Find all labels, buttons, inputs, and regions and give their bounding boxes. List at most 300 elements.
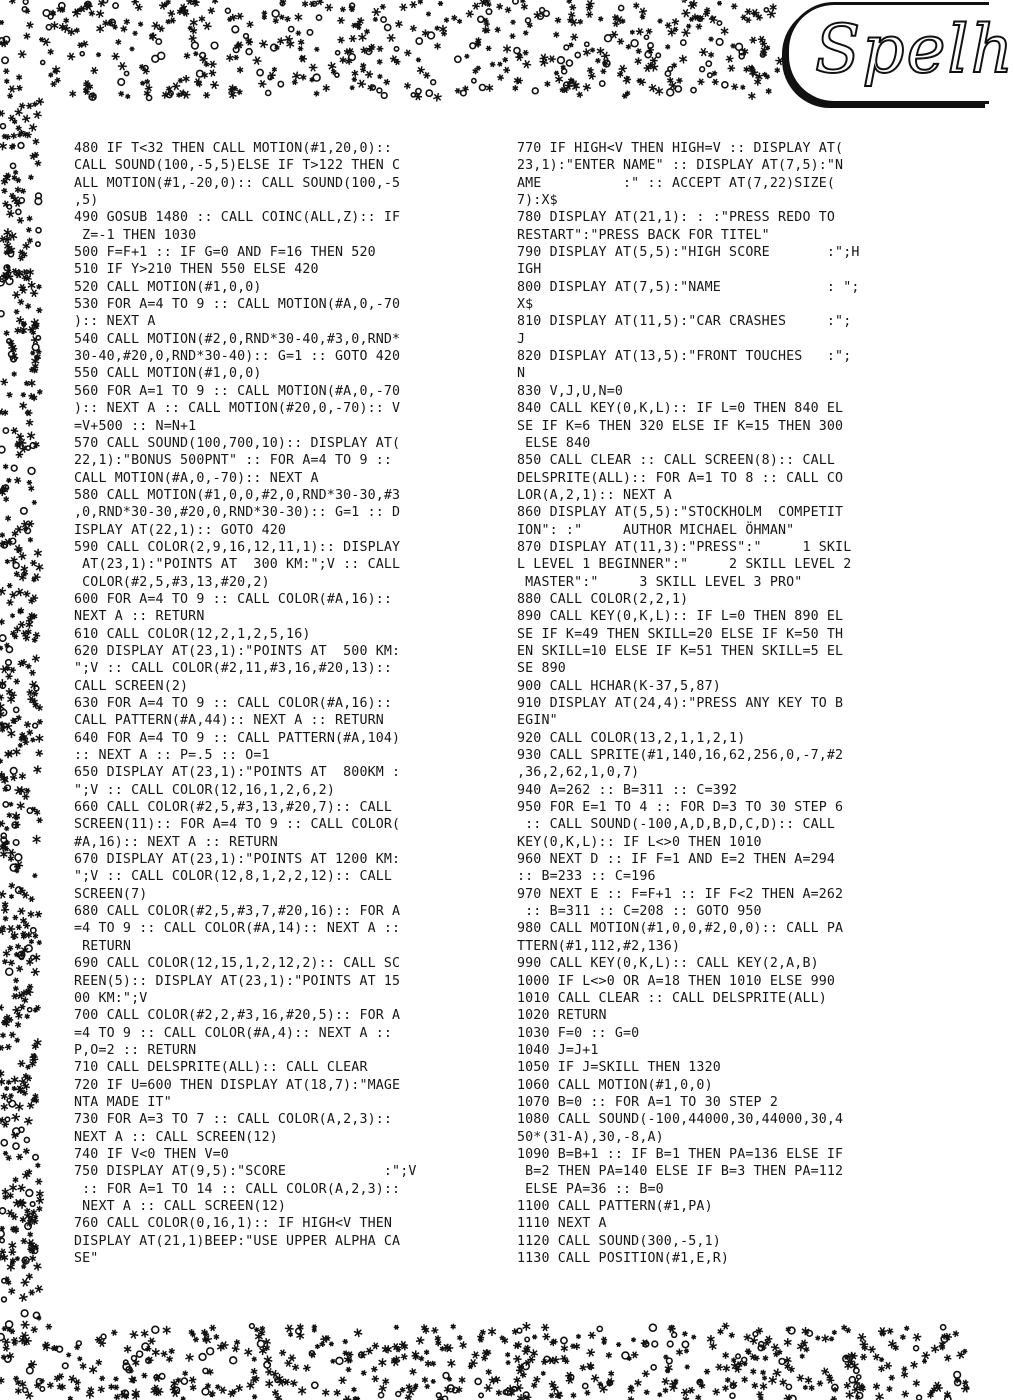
decorative-star	[121, 26, 128, 33]
decorative-star	[721, 27, 728, 35]
decorative-star	[522, 60, 531, 68]
decorative-star	[12, 371, 17, 376]
decorative-circle	[27, 1367, 33, 1373]
code-line: 900 CALL HCHAR(K-37,5,87)	[517, 678, 721, 694]
decorative-star	[868, 1346, 876, 1353]
decorative-star	[169, 1348, 175, 1354]
code-line: ISPLAY AT(22,1):: GOTO 420	[74, 522, 287, 538]
decorative-star	[15, 943, 21, 949]
decorative-star	[0, 20, 4, 25]
decorative-star	[210, 81, 219, 89]
decorative-star	[24, 721, 31, 728]
decorative-star	[634, 1379, 641, 1387]
decorative-star	[400, 1387, 405, 1393]
decorative-circle	[575, 52, 580, 57]
decorative-star	[414, 1383, 419, 1388]
decorative-star	[5, 134, 11, 140]
decorative-star	[0, 619, 5, 626]
decorative-circle	[13, 1143, 19, 1149]
decorative-star	[141, 1373, 147, 1378]
decorative-star	[27, 238, 33, 244]
decorative-star	[424, 1349, 429, 1354]
code-line: 23,1):"ENTER NAME" :: DISPLAY AT(7,5):"N	[517, 158, 844, 174]
code-line: #A,16):: NEXT A :: RETURN	[74, 834, 278, 850]
decorative-star	[725, 1377, 730, 1383]
decorative-circle	[5, 1117, 9, 1121]
decorative-star	[366, 1347, 374, 1354]
decorative-star	[340, 56, 347, 63]
decorative-star	[372, 1343, 379, 1350]
decorative-star	[14, 309, 20, 314]
decorative-star	[345, 58, 352, 65]
decorative-star	[35, 1178, 42, 1184]
decorative-circle	[137, 1351, 143, 1357]
decorative-star	[32, 873, 37, 878]
code-line: 1090 B=B+1 :: IF B=1 THEN PA=136 ELSE IF	[517, 1146, 844, 1162]
decorative-star	[697, 79, 704, 86]
decorative-circle	[48, 14, 53, 19]
code-line: 50*(31-A),30,-8,A)	[517, 1129, 664, 1145]
decorative-star	[570, 34, 578, 41]
decorative-star	[464, 54, 469, 59]
decorative-circle	[31, 928, 36, 933]
decorative-star	[636, 28, 644, 36]
decorative-circle	[307, 30, 312, 35]
decorative-circle	[736, 43, 743, 50]
decorative-circle	[28, 1008, 32, 1012]
decorative-star	[377, 59, 383, 65]
code-line: 1030 F=0 :: G=0	[517, 1025, 640, 1041]
decorative-star	[455, 88, 461, 93]
decorative-star	[803, 1385, 808, 1390]
decorative-star	[691, 1335, 696, 1340]
decorative-circle	[10, 768, 17, 775]
code-line: 980 CALL MOTION(#1,0,0,#2,0,0):: CALL PA	[517, 921, 844, 937]
code-line: IGH	[517, 262, 542, 278]
decorative-star	[11, 993, 18, 999]
code-line: 640 FOR A=4 TO 9 :: CALL PATTERN(#A,104)	[74, 730, 401, 746]
decorative-circle	[396, 1392, 401, 1397]
decorative-circle	[156, 39, 161, 44]
decorative-star	[118, 91, 124, 97]
code-line: =V+500 :: N=N+1	[74, 418, 197, 434]
decorative-star	[244, 1348, 252, 1357]
code-line: 940 A=262 :: B=311 :: C=392	[517, 782, 738, 798]
decorative-star	[9, 1249, 17, 1256]
decorative-star	[657, 1392, 662, 1397]
decorative-circle	[0, 1238, 4, 1242]
decorative-star	[0, 758, 3, 763]
decorative-circle	[764, 8, 768, 12]
decorative-circle	[431, 80, 436, 85]
decorative-star	[247, 21, 254, 28]
decorative-star	[22, 997, 29, 1004]
decorative-star	[762, 1376, 767, 1381]
decorative-star	[435, 1340, 441, 1347]
code-line: 740 IF V<0 THEN V=0	[74, 1146, 229, 1162]
decorative-star	[497, 74, 504, 81]
decorative-star	[3, 916, 9, 922]
decorative-star	[404, 50, 411, 57]
decorative-star	[591, 1374, 599, 1382]
decorative-circle	[41, 60, 45, 64]
decorative-star	[219, 1387, 227, 1394]
decorative-star	[98, 0, 106, 7]
decorative-star	[152, 1348, 159, 1357]
decorative-star	[723, 1352, 729, 1359]
decorative-star	[423, 72, 430, 79]
code-line: :: B=233 :: C=196	[517, 869, 656, 885]
decorative-star	[273, 18, 279, 24]
code-line: 840 CALL KEY(0,K,L):: IF L=0 THEN 840 EL	[517, 401, 844, 417]
decorative-star	[548, 55, 556, 62]
decorative-star	[601, 52, 610, 60]
decorative-star	[506, 1360, 511, 1365]
decorative-circle	[917, 1395, 922, 1400]
decorative-star	[672, 62, 677, 68]
code-line: 1060 CALL MOTION(#1,0,0)	[517, 1077, 713, 1093]
decorative-star	[37, 940, 42, 945]
decorative-star	[27, 1102, 34, 1109]
decorative-star	[631, 1352, 638, 1358]
decorative-star	[510, 20, 515, 25]
code-line: MASTER":" 3 SKILL LEVEL 3 PRO"	[517, 574, 803, 590]
decorative-star	[139, 64, 144, 70]
code-line: 950 FOR E=1 TO 4 :: FOR D=3 TO 30 STEP 6	[517, 800, 844, 816]
code-line: NEXT A :: CALL SCREEN(12)	[74, 1198, 287, 1214]
decorative-circle	[644, 35, 648, 39]
decorative-star	[0, 1078, 5, 1086]
decorative-star	[96, 52, 101, 57]
decorative-star	[33, 111, 41, 119]
decorative-star	[704, 7, 710, 13]
decorative-star	[235, 1384, 242, 1392]
decorative-star	[18, 743, 23, 748]
decorative-circle	[416, 38, 422, 44]
decorative-star	[889, 1375, 895, 1381]
decorative-star	[493, 1376, 501, 1384]
decorative-circle	[479, 84, 485, 90]
decorative-star	[10, 613, 15, 618]
decorative-star	[193, 51, 198, 56]
decorative-star	[15, 1012, 22, 1020]
decorative-star	[5, 559, 10, 564]
decorative-star	[337, 37, 344, 44]
decorative-circle	[34, 686, 39, 691]
decorative-star	[679, 55, 687, 64]
decorative-circle	[672, 1332, 677, 1337]
code-line: 1120 CALL SOUND(300,-5,1)	[517, 1233, 721, 1249]
decorative-circle	[30, 1202, 35, 1207]
decorative-circle	[566, 60, 572, 66]
decorative-circle	[558, 57, 565, 64]
decorative-circle	[954, 1372, 961, 1379]
code-line: AT(23,1):"POINTS AT 300 KM:";V :: CALL	[74, 557, 401, 573]
decorative-star	[118, 62, 127, 70]
decorative-star	[312, 1328, 317, 1333]
decorative-star	[600, 69, 606, 75]
decorative-circle	[40, 1387, 44, 1391]
decorative-circle	[26, 1190, 33, 1197]
decorative-star	[15, 1022, 21, 1028]
decorative-star	[285, 16, 291, 22]
decorative-star	[183, 75, 190, 83]
decorative-star	[16, 1154, 23, 1160]
decorative-star	[35, 160, 42, 167]
decorative-circle	[651, 1365, 656, 1370]
decorative-star	[215, 1384, 220, 1389]
code-line: 00 KM:";V	[74, 990, 148, 1006]
code-line: 690 CALL COLOR(12,15,1,2,12,2):: CALL SC	[74, 956, 401, 972]
decorative-star	[636, 48, 642, 54]
code-line: 30-40,#20,0,RND*30-40):: G=1 :: GOTO 420	[74, 349, 401, 365]
decorative-star	[373, 17, 378, 22]
code-line: REEN(5):: DISPLAY AT(23,1):"POINTS AT 15	[74, 973, 401, 989]
decorative-star	[944, 1354, 951, 1361]
decorative-circle	[583, 1383, 588, 1388]
decorative-star	[722, 1385, 728, 1392]
decorative-star	[0, 142, 7, 150]
decorative-star	[209, 61, 217, 68]
decorative-star	[7, 392, 13, 398]
decorative-star	[4, 826, 9, 831]
decorative-star	[773, 1351, 779, 1357]
decorative-star	[7, 93, 13, 98]
decorative-star	[620, 19, 625, 24]
decorative-circle	[379, 1393, 384, 1398]
decorative-star	[6, 478, 11, 483]
decorative-circle	[385, 24, 391, 30]
decorative-star	[18, 50, 27, 58]
decorative-star	[844, 1382, 851, 1389]
decorative-circle	[1, 833, 6, 838]
decorative-star	[190, 1384, 196, 1391]
decorative-circle	[486, 9, 491, 14]
decorative-star	[588, 1332, 596, 1339]
decorative-star	[586, 1349, 595, 1357]
decorative-star	[754, 78, 761, 85]
decorative-star	[595, 58, 600, 63]
decorative-circle	[22, 7, 27, 12]
decorative-star	[36, 307, 42, 313]
decorative-star	[419, 1356, 425, 1362]
decorative-star	[707, 1335, 714, 1343]
decorative-star	[14, 477, 21, 484]
decorative-star	[379, 1384, 387, 1392]
decorative-star	[11, 1076, 19, 1084]
decorative-star	[212, 0, 218, 4]
code-line: 770 IF HIGH<V THEN HIGH=V :: DISPLAY AT(	[517, 141, 844, 156]
decorative-star	[685, 1365, 690, 1370]
decorative-star	[412, 1350, 420, 1358]
decorative-circle	[513, 0, 518, 4]
code-line: 670 DISPLAY AT(23,1):"POINTS AT 1200 KM:	[74, 852, 401, 868]
decorative-circle	[257, 69, 263, 75]
decorative-star	[0, 110, 5, 116]
decorative-star	[457, 19, 461, 24]
decorative-circle	[113, 3, 118, 8]
decorative-star	[416, 1336, 424, 1344]
decorative-star-border-left	[0, 100, 44, 1330]
decorative-star	[555, 17, 561, 23]
decorative-circle	[779, 1359, 785, 1365]
decorative-circle	[708, 73, 712, 77]
decorative-circle	[649, 1324, 656, 1331]
decorative-star	[16, 925, 22, 930]
code-line: AME :" :: ACCEPT AT(7,22)SIZE(	[517, 175, 836, 191]
decorative-star	[237, 89, 243, 95]
decorative-star	[709, 1342, 717, 1350]
decorative-star	[323, 84, 330, 92]
decorative-star	[841, 1325, 847, 1331]
decorative-star	[513, 1355, 521, 1362]
code-line: CALL PATTERN(#A,44):: NEXT A :: RETURN	[74, 713, 384, 729]
code-line: RETURN	[74, 938, 132, 954]
decorative-star	[328, 62, 336, 71]
code-line: 990 CALL KEY(0,K,L):: CALL KEY(2,A,B)	[517, 956, 819, 972]
decorative-star	[657, 19, 662, 24]
decorative-star	[484, 1384, 493, 1392]
decorative-star	[545, 81, 551, 87]
decorative-star	[16, 74, 22, 80]
decorative-star	[773, 1369, 782, 1378]
decorative-circle	[716, 39, 723, 46]
decorative-star	[330, 1359, 335, 1364]
decorative-star	[35, 911, 42, 918]
decorative-circle	[0, 635, 6, 641]
code-line: 510 IF Y>210 THEN 550 ELSE 420	[74, 262, 319, 278]
decorative-star	[63, 18, 69, 24]
decorative-circle	[945, 1396, 951, 1400]
decorative-star	[26, 227, 31, 233]
decorative-circle	[124, 71, 128, 75]
code-line: NEXT A :: CALL SCREEN(12)	[74, 1129, 278, 1145]
decorative-star	[1, 1103, 8, 1111]
decorative-star	[873, 1353, 880, 1360]
decorative-circle	[540, 8, 545, 13]
decorative-circle	[416, 89, 421, 94]
decorative-circle	[250, 1324, 255, 1329]
decorative-star	[81, 40, 88, 47]
decorative-star	[355, 21, 362, 27]
code-line: COLOR(#2,5,#3,13,#20,2)	[74, 574, 270, 590]
decorative-circle	[479, 1393, 483, 1397]
decorative-circle	[914, 1346, 919, 1351]
decorative-star	[18, 299, 24, 305]
code-line: ION": :" AUTHOR MICHAEL ÖHMAN"	[517, 522, 795, 538]
decorative-circle	[28, 468, 35, 475]
decorative-circle	[349, 54, 356, 61]
decorative-star	[166, 1356, 172, 1363]
decorative-star	[26, 21, 33, 28]
decorative-star	[350, 85, 355, 90]
decorative-star	[26, 621, 33, 629]
decorative-star	[36, 563, 44, 571]
decorative-star	[23, 1148, 30, 1155]
decorative-circle	[682, 1341, 688, 1347]
decorative-star	[292, 1364, 299, 1371]
decorative-star	[377, 46, 384, 52]
code-line: NTA MADE IT"	[74, 1094, 172, 1110]
decorative-star	[520, 0, 525, 4]
decorative-circle	[600, 81, 605, 86]
code-line: 520 CALL MOTION(#1,0,0)	[74, 279, 262, 295]
decorative-circle	[207, 1348, 214, 1355]
code-line: 1100 CALL PATTERN(#1,PA)	[517, 1198, 713, 1214]
decorative-star	[2, 959, 8, 965]
decorative-star	[6, 925, 15, 933]
decorative-star	[904, 1326, 909, 1331]
decorative-star	[431, 1327, 438, 1334]
decorative-star	[571, 1392, 576, 1398]
decorative-circle	[514, 48, 520, 54]
decorative-star	[16, 451, 24, 458]
code-line: ELSE 840	[517, 435, 591, 451]
decorative-star	[451, 1324, 456, 1330]
decorative-star	[815, 1335, 820, 1340]
decorative-star	[130, 1377, 137, 1383]
decorative-star	[48, 72, 53, 77]
decorative-star	[11, 133, 17, 140]
decorative-star	[681, 9, 690, 17]
decorative-star	[22, 793, 29, 799]
decorative-star	[1, 188, 7, 194]
decorative-star	[296, 31, 302, 36]
decorative-star	[214, 1334, 219, 1340]
code-line: 930 CALL SPRITE(#1,140,16,62,256,0,-7,#2	[517, 748, 844, 764]
decorative-star	[0, 532, 5, 538]
decorative-star	[192, 0, 200, 7]
decorative-star	[713, 1388, 720, 1395]
decorative-star	[553, 32, 559, 38]
decorative-star	[34, 549, 42, 558]
decorative-star	[0, 694, 4, 701]
decorative-star	[6, 750, 14, 757]
decorative-star	[585, 1390, 591, 1395]
code-line: 730 FOR A=3 TO 7 :: CALL COLOR(A,2,3)::	[74, 1112, 393, 1128]
decorative-star	[708, 52, 713, 58]
code-line: 660 CALL COLOR(#2,5,#3,13,#20,7):: CALL	[74, 800, 393, 816]
decorative-circle	[266, 90, 271, 95]
decorative-circle	[21, 1310, 28, 1317]
decorative-star	[699, 48, 708, 56]
decorative-star	[334, 1389, 341, 1396]
decorative-star	[314, 47, 319, 52]
decorative-star	[339, 1377, 347, 1384]
decorative-star	[138, 21, 143, 26]
decorative-circle	[667, 89, 674, 96]
decorative-star	[640, 14, 646, 19]
code-line: 890 CALL KEY(0,K,L):: IF L=0 THEN 890 EL	[517, 609, 844, 625]
decorative-star	[176, 1377, 182, 1383]
decorative-star	[665, 44, 670, 49]
decorative-star	[0, 1004, 4, 1010]
decorative-star	[172, 82, 181, 90]
code-line: 1020 RETURN	[517, 1008, 607, 1024]
decorative-star	[237, 67, 243, 74]
decorative-circle	[23, 0, 28, 4]
decorative-star	[32, 500, 37, 505]
decorative-star	[66, 1352, 71, 1357]
decorative-star	[616, 1342, 621, 1347]
decorative-star	[343, 1339, 348, 1344]
decorative-star	[486, 84, 493, 92]
decorative-star	[800, 1354, 805, 1359]
decorative-star	[568, 11, 575, 18]
decorative-star	[857, 1333, 866, 1341]
decorative-star	[731, 83, 738, 90]
decorative-star	[29, 367, 35, 373]
